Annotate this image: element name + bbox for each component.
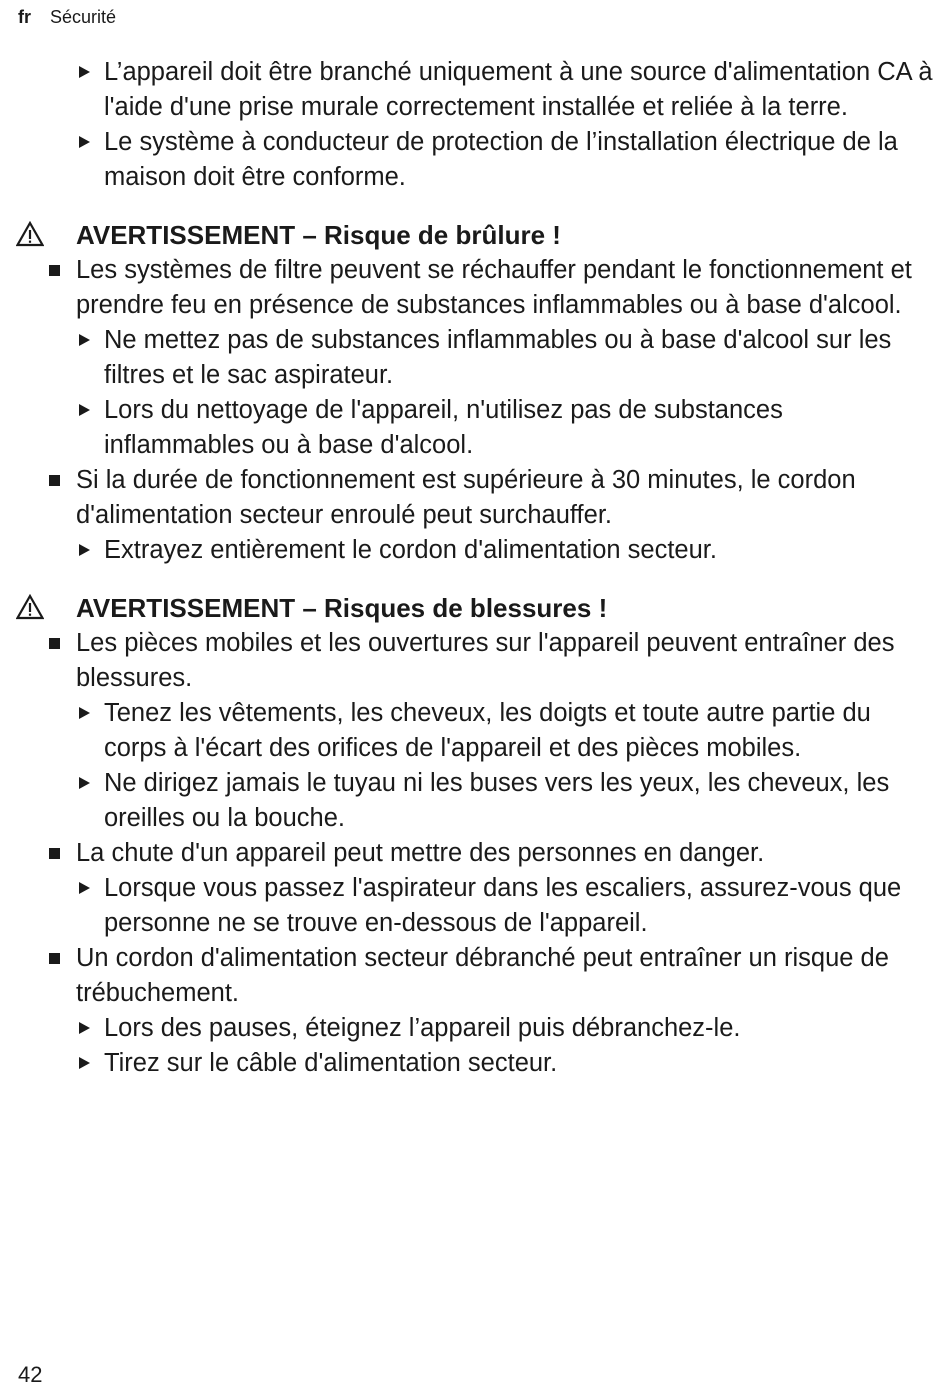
- action-item: [0, 1046, 950, 1081]
- arrow-bullet-icon: [79, 1057, 90, 1069]
- warning-triangle-icon: [16, 594, 44, 620]
- action-text: L’appareil doit être branché uniquement à une source d'alimentation CA à l'aide d'une prise murale correctement installée et reliée à la terre.: [104, 58, 933, 121]
- page-number: 42: [18, 1362, 43, 1387]
- hazard-item: [0, 463, 950, 533]
- hazard-text: La chute d'un appareil peut mettre des personnes en danger.: [76, 839, 765, 867]
- action-text: Le système à conducteur de protection de l’installation électrique de la maison doit être conforme.: [104, 128, 898, 191]
- hazard-item: [0, 941, 950, 1011]
- warning-triangle-icon: [16, 221, 44, 247]
- arrow-bullet-icon: [79, 707, 90, 719]
- square-bullet-icon: [49, 953, 60, 964]
- arrow-bullet-icon: [79, 136, 90, 148]
- action-item: [0, 696, 950, 766]
- arrow-bullet-icon: [79, 882, 90, 894]
- square-bullet-icon: [49, 638, 60, 649]
- section-title: Sécurité: [50, 7, 117, 27]
- square-bullet-icon: [49, 265, 60, 276]
- action-item: [0, 393, 950, 463]
- action-text: Tirez sur le câble d'alimentation secteur.: [104, 1049, 558, 1077]
- action-text: Ne mettez pas de substances inflammables ou à base d'alcool sur les filtres et le sac aspirateur.: [104, 326, 892, 389]
- action-item: [0, 1011, 950, 1046]
- action-text: Lorsque vous passez l'aspirateur dans les escaliers, assurez-vous que personne ne se trouve en-dessous de l'appareil.: [104, 874, 902, 937]
- page-header: [18, 6, 116, 28]
- square-bullet-icon: [49, 475, 60, 486]
- action-text: Ne dirigez jamais le tuyau ni les buses vers les yeux, les cheveux, les oreilles ou la bouche.: [104, 769, 890, 832]
- arrow-bullet-icon: [79, 1022, 90, 1034]
- warning-heading: [0, 591, 950, 626]
- arrow-bullet-icon: [79, 66, 90, 78]
- hazard-item: [0, 253, 950, 323]
- action-item: [0, 533, 950, 568]
- action-item: [0, 323, 950, 393]
- action-item: [0, 871, 950, 941]
- action-item: [0, 766, 950, 836]
- hazard-text: Un cordon d'alimentation secteur débranché peut entraîner un risque de trébuchement.: [76, 944, 889, 1007]
- action-text: Lors des pauses, éteignez l’appareil puis débranchez-le.: [104, 1014, 741, 1042]
- arrow-bullet-icon: [79, 334, 90, 346]
- hazard-text: Les pièces mobiles et les ouvertures sur l'appareil peuvent entraîner des blessures.: [76, 629, 895, 692]
- arrow-bullet-icon: [79, 544, 90, 556]
- action-text: Tenez les vêtements, les cheveux, les doigts et toute autre partie du corps à l'écart des orifices de l'appareil et des pièces mobiles.: [104, 699, 871, 762]
- page-content: [0, 55, 950, 1081]
- square-bullet-icon: [49, 848, 60, 859]
- action-text: Lors du nettoyage de l'appareil, n'utilisez pas de substances inflammables ou à base d'alcool.: [104, 396, 783, 459]
- warning-title: AVERTISSEMENT – Risque de brûlure !: [76, 220, 561, 250]
- hazard-text: Les systèmes de filtre peuvent se réchauffer pendant le fonctionnement et prendre feu en présence de substances inflammables ou à base d'alcool.: [76, 256, 912, 319]
- warning-heading: [0, 218, 950, 253]
- hazard-item: [0, 626, 950, 696]
- arrow-bullet-icon: [79, 404, 90, 416]
- action-text: Extrayez entièrement le cordon d'alimentation secteur.: [104, 536, 717, 564]
- language-code: fr: [18, 7, 31, 27]
- arrow-bullet-icon: [79, 777, 90, 789]
- action-item: [0, 55, 950, 125]
- warning-title: AVERTISSEMENT – Risques de blessures !: [76, 593, 608, 623]
- action-item: [0, 125, 950, 195]
- hazard-item: [0, 836, 950, 871]
- hazard-text: Si la durée de fonctionnement est supérieure à 30 minutes, le cordon d'alimentation secteur enroulé peut surchauffer.: [76, 466, 856, 529]
